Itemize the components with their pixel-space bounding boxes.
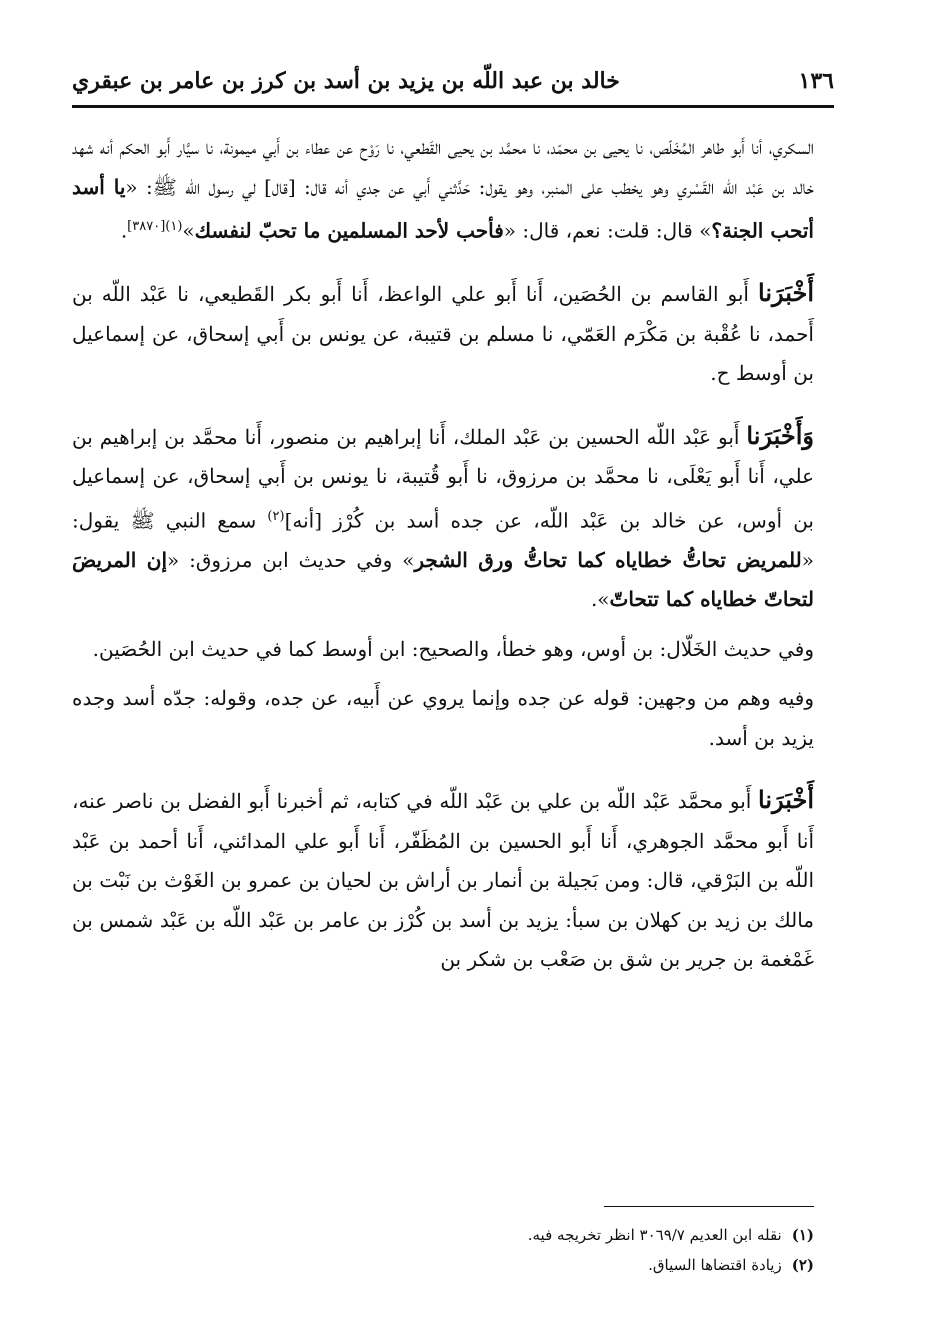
- paragraph-2: [72, 273, 814, 394]
- paragraph-lead: أَخْبَرَنا: [758, 785, 814, 815]
- hadith-quote: فأحب لأحد المسلمين ما تحبّ لنفسك: [194, 218, 504, 243]
- paragraph-text: » قال: قلت: نعم، قال: «: [503, 218, 712, 243]
- paragraph-text: السكري، أنا أَبو طاهر المُخَلّص، نا يحيى بن محمّد، نا محمَّد بن يحيى القَطعي، نا رَوْح عن عطاء بن أَبي ميمونة، نا سيَّار أَبو الحكم أنه شهد خالد بن عَبْد اللّه القَسْري وهو يخطب على المنبر، وهو يقول: حَدَّثني أَبي عن جدي أنه قال: [قال] لي رسول الله ﷺ: «: [72, 135, 815, 199]
- paragraph-text: أَبو عَبْد اللّه الحسين بن عَبْد الملك، أَنا إبراهيم بن منصور، أَنا محمَّد بن إبراهيم بن علي، أَنا أَبو يَعْلَى، نا محمَّد بن مرزوق، نا أَبو قُتيبة، نا يونس بن أَبي إسحاق، عن إسماعيل بن أوس، عن خالد بن عَبْد اللّه، عن جده أسد بن كُرْز [أنه]: [72, 424, 814, 533]
- footnote-rule: [604, 1206, 814, 1207]
- paragraph-1: [72, 128, 814, 251]
- paragraph-text: .: [120, 218, 128, 243]
- hadith-quote: للمريض تحاتُّ خطاياه كما تحاتُّ ورق الشجر: [414, 547, 802, 572]
- footnote-2: [300, 1250, 814, 1280]
- paragraph-6: [72, 780, 814, 980]
- footnote-1: [300, 1220, 814, 1250]
- paragraph-text: ».: [590, 587, 610, 612]
- header-rule: [72, 105, 834, 108]
- hadith-quote: يا أسد أتحب الجنة؟: [72, 174, 814, 243]
- running-title: خالد بن عبد اللّه بن يزيد بن أسد بن كرز بن عامر بن عبقري: [72, 68, 620, 94]
- paragraph-lead: أَخْبَرَنا: [758, 278, 814, 308]
- page-number: ١٣٦: [798, 68, 834, 94]
- paragraph-text: وفيه وهم من وجهين: قوله عن جده وإنما يروي عن أَبيه، عن جده، وقوله: جدّه أسد وجده يزيد بن أسد.: [72, 686, 814, 750]
- page-header: [72, 68, 834, 102]
- paragraph-4: [72, 630, 814, 670]
- paragraph-text: »: [182, 218, 195, 243]
- footnote-marker: (١)[٣٨٧٠]: [127, 219, 183, 234]
- paragraph-text: سمع النبي ﷺ يقول: «: [72, 508, 815, 572]
- paragraph-text: أَبو محمَّد عَبْد اللّه بن علي بن عَبْد اللّه في كتابه، ثم أخبرنا أَبو الفضل بن ناصر عنه، أَنا أَبو محمَّد الجوهري، أَنا أَبو الحسين بن المُظَفّر، أَنا أَبو علي المدائني، أَنا أحمد بن عَبْد اللّه بن البَرْقي، قال: ومن بَجيلة بن أنمار بن أراش بن لحيان بن عمرو بن الغَوْث بن نَبْت بن مالك بن زيد بن كهلان بن سبأ: يزيد بن أسد بن كُرْز بن عامر بن عَبْد اللّه بن عَبْد شمس بن غَمْغمة بن جرير بن شق بن صَعْب بن شكر بن: [72, 789, 814, 972]
- footnote-text: نقله ابن العديم ٣٠٦٩/٧ انظر تخريجه فيه.: [527, 1226, 782, 1244]
- paragraph-lead: وَأَخْبَرَنا: [746, 420, 814, 450]
- footnote-number: (١): [791, 1226, 814, 1244]
- footnote-marker: (٢): [267, 508, 285, 524]
- main-text: [72, 128, 814, 980]
- paragraph-text: » وفي حديث ابن مرزوق: «: [167, 547, 415, 572]
- footnote-number: (٢): [791, 1256, 814, 1274]
- paragraph-text: وفي حديث الخَلّال: بن أوس، وهو خطأ، والصحيح: ابن أوسط كما في حديث ابن الحُصَين.: [92, 636, 814, 661]
- paragraph-5: [72, 679, 814, 758]
- paragraph-text: أَبو القاسم بن الحُصَين، أَنا أَبو علي الواعظ، أَنا أَبو بكر القَطيعي، نا عَبْد اللّه بن أَحمد، نا عُقْبة بن مَكْرَم العَمّي، نا مسلم بن قتيبة، عن يونس بن أَبي إسحاق، عن إسماعيل بن أوسط ح.: [72, 282, 814, 386]
- footnotes: [300, 1220, 814, 1280]
- paragraph-3: [72, 416, 814, 620]
- footnote-text: زيادة اقتضاها السياق.: [648, 1256, 782, 1274]
- hadith-quote: إن المريضَ لتحاتّ خطاياه كما تتحاتّ: [72, 547, 814, 612]
